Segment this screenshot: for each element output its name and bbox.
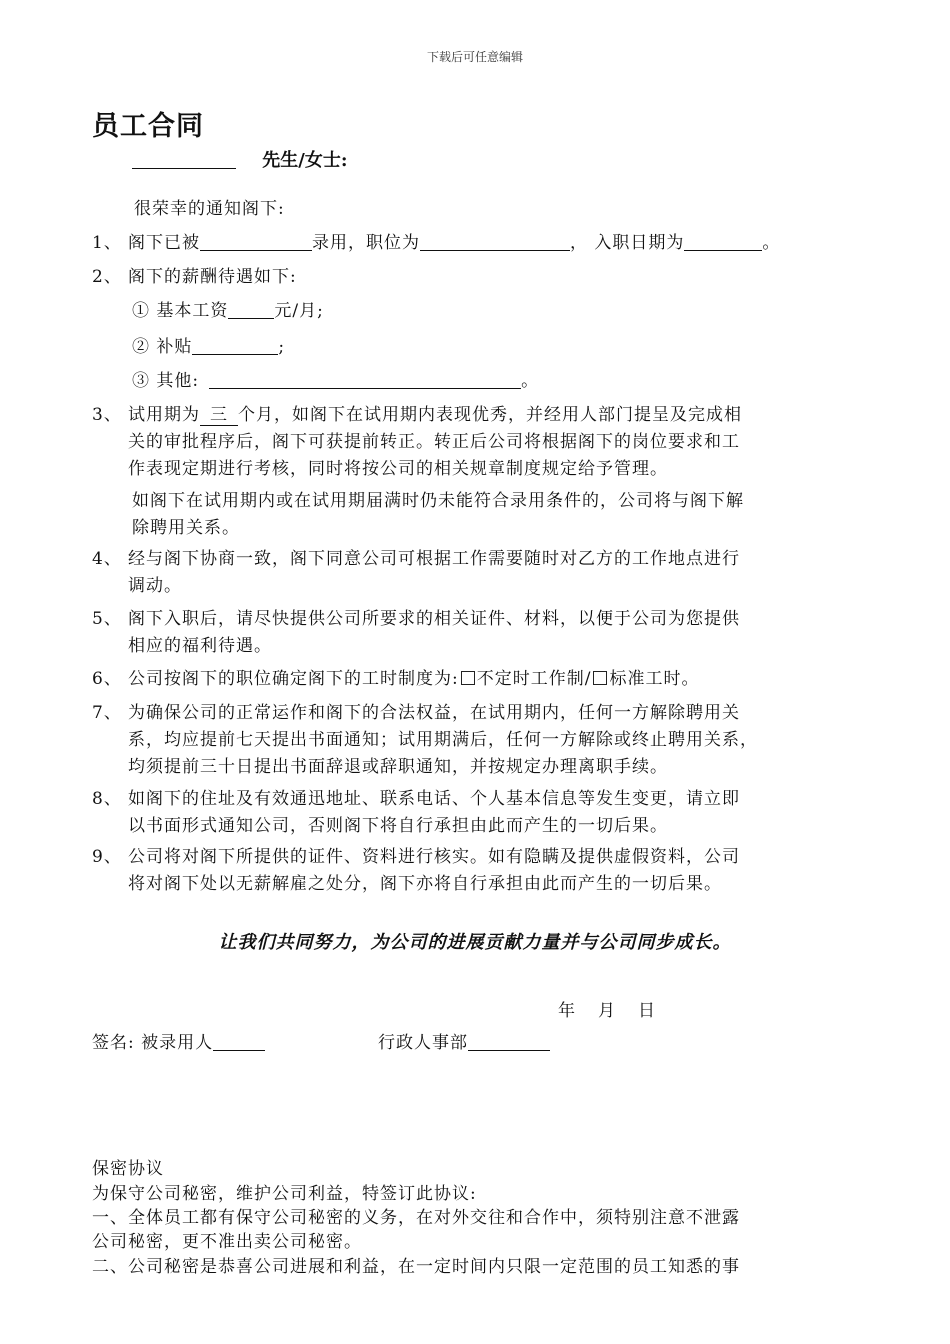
nda-title: 保密协议	[92, 1159, 164, 1179]
item-4	[92, 546, 740, 573]
item-8	[92, 786, 740, 813]
item-5	[92, 606, 740, 633]
signature-line	[92, 1030, 550, 1057]
date-year: 年	[558, 1001, 576, 1021]
allowance-blank[interactable]	[192, 334, 278, 355]
item-text: 公司将对阁下所提供的证件、资料进行核实。如有隐瞒及提供虚假资料，公司	[128, 847, 740, 867]
nda-intro: 为保守公司秘密，维护公司利益，特签订此协议:	[92, 1184, 477, 1204]
start-date-blank[interactable]	[684, 230, 762, 251]
name-blank[interactable]	[132, 148, 236, 169]
item-3	[92, 402, 742, 429]
salutation-text: 先生/女士:	[262, 150, 348, 171]
date-month: 月	[598, 1001, 616, 1021]
admin-label: 行政人事部	[377, 1033, 468, 1053]
item-number: 7、	[92, 703, 122, 723]
item-number: 8、	[92, 789, 122, 809]
item-text: 试用期为	[128, 405, 200, 425]
item-3-para-line-1: 如阁下在试用期内或在试用期届满时仍未能符合录用条件的，公司将与阁下解	[132, 491, 744, 511]
item-text: 录用，职位为	[312, 233, 420, 253]
standard-hours-checkbox[interactable]	[593, 671, 607, 685]
date-line	[558, 996, 678, 1021]
item-5-line-2: 相应的福利待遇。	[128, 636, 272, 656]
item-text: 为确保公司的正常运作和阁下的合法权益，在试用期内，任何一方解除聘用关	[128, 703, 740, 723]
item-2	[92, 264, 297, 291]
salary-base	[132, 298, 324, 325]
item-text: ， 入职日期为	[570, 233, 685, 253]
employee-signature-blank[interactable]	[213, 1030, 265, 1051]
department-blank[interactable]	[200, 230, 312, 251]
salary-allowance	[132, 334, 285, 361]
item-number: 9、	[92, 847, 122, 867]
item-text: 。	[521, 371, 540, 391]
item-text: 个月，如阁下在试用期内表现优秀，并经用人部门提呈及完成相	[238, 405, 742, 425]
header-note: 下载后可任意编辑	[426, 50, 523, 64]
greeting: 很荣幸的通知阁下:	[134, 199, 285, 219]
item-number: 6、	[92, 669, 122, 689]
salutation-line	[132, 146, 348, 172]
item-text: 。	[762, 233, 781, 253]
slogan: 让我们共同努力，为公司的进展贡献力量并与公司同步成长。	[218, 932, 732, 953]
date-day: 日	[638, 1001, 656, 1021]
item-text: 元/月;	[274, 301, 324, 321]
item-9-line-2: 将对阁下处以无薪解雇之处分，阁下亦将自行承担由此而产生的一切后果。	[128, 874, 722, 894]
other-blank[interactable]	[209, 368, 521, 389]
item-9	[92, 844, 740, 871]
item-text: 阁下已被	[128, 233, 200, 253]
position-blank[interactable]	[420, 230, 570, 251]
page-title: 员工合同	[92, 111, 204, 142]
item-text: ③ 其他:	[132, 371, 200, 391]
item-7-line-2: 系，均应提前七天提出书面通知；试用期满后，任何一方解除或终止聘用关系，	[128, 730, 758, 750]
item-number: 5、	[92, 609, 122, 629]
probation-months[interactable]: 三	[200, 405, 238, 426]
item-text: 经与阁下协商一致，阁下同意公司可根据工作需要随时对乙方的工作地点进行	[128, 549, 740, 569]
item-text: ;	[278, 337, 286, 357]
item-number: 4、	[92, 549, 122, 569]
admin-signature-blank[interactable]	[468, 1030, 550, 1051]
item-text: 阁下入职后，请尽快提供公司所要求的相关证件、材料，以便于公司为您提供	[128, 609, 740, 629]
item-6	[92, 666, 699, 693]
item-number: 3、	[92, 405, 122, 425]
item-number: 1、	[92, 233, 122, 253]
base-salary-blank[interactable]	[228, 298, 274, 319]
signature-label: 签名: 被录用人	[92, 1033, 214, 1053]
flexible-hours-checkbox[interactable]	[461, 671, 475, 685]
nda-clause-2-line-1: 二、公司秘密是恭喜公司进展和利益，在一定时间内只限一定范围的员工知悉的事	[92, 1257, 740, 1277]
salary-other	[132, 368, 539, 395]
item-text: 不定时工作制/	[476, 669, 592, 689]
item-7	[92, 700, 740, 727]
item-7-line-3: 均须提前三十日提出书面辞退或辞职通知，并按规定办理离职手续。	[128, 757, 668, 777]
item-1	[92, 230, 780, 257]
item-text: 阁下的薪酬待遇如下:	[128, 267, 297, 287]
item-8-line-2: 以书面形式通知公司，否则阁下将自行承担由此而产生的一切后果。	[128, 816, 668, 836]
item-4-line-2: 调动。	[128, 576, 182, 596]
nda-clause-1-line-1: 一、全体员工都有保守公司秘密的义务，在对外交往和合作中，须特别注意不泄露	[92, 1208, 740, 1228]
item-text: ① 基本工资	[132, 301, 229, 321]
item-text: 如阁下的住址及有效通迅地址、联系电话、个人基本信息等发生变更，请立即	[128, 789, 740, 809]
item-text: ② 补贴	[132, 337, 193, 357]
item-3-para-line-2: 除聘用关系。	[132, 518, 240, 538]
nda-clause-1-line-2: 公司秘密，更不准出卖公司秘密。	[92, 1232, 362, 1252]
item-text: 标准工时。	[609, 669, 700, 689]
item-3-line-3: 作表现定期进行考核，同时将按公司的相关规章制度规定给予管理。	[128, 459, 668, 479]
item-3-line-2: 关的审批程序后，阁下可获提前转正。转正后公司将根据阁下的岗位要求和工	[128, 432, 740, 452]
item-text: 公司按阁下的职位确定阁下的工时制度为:	[128, 669, 459, 689]
item-number: 2、	[92, 267, 122, 287]
